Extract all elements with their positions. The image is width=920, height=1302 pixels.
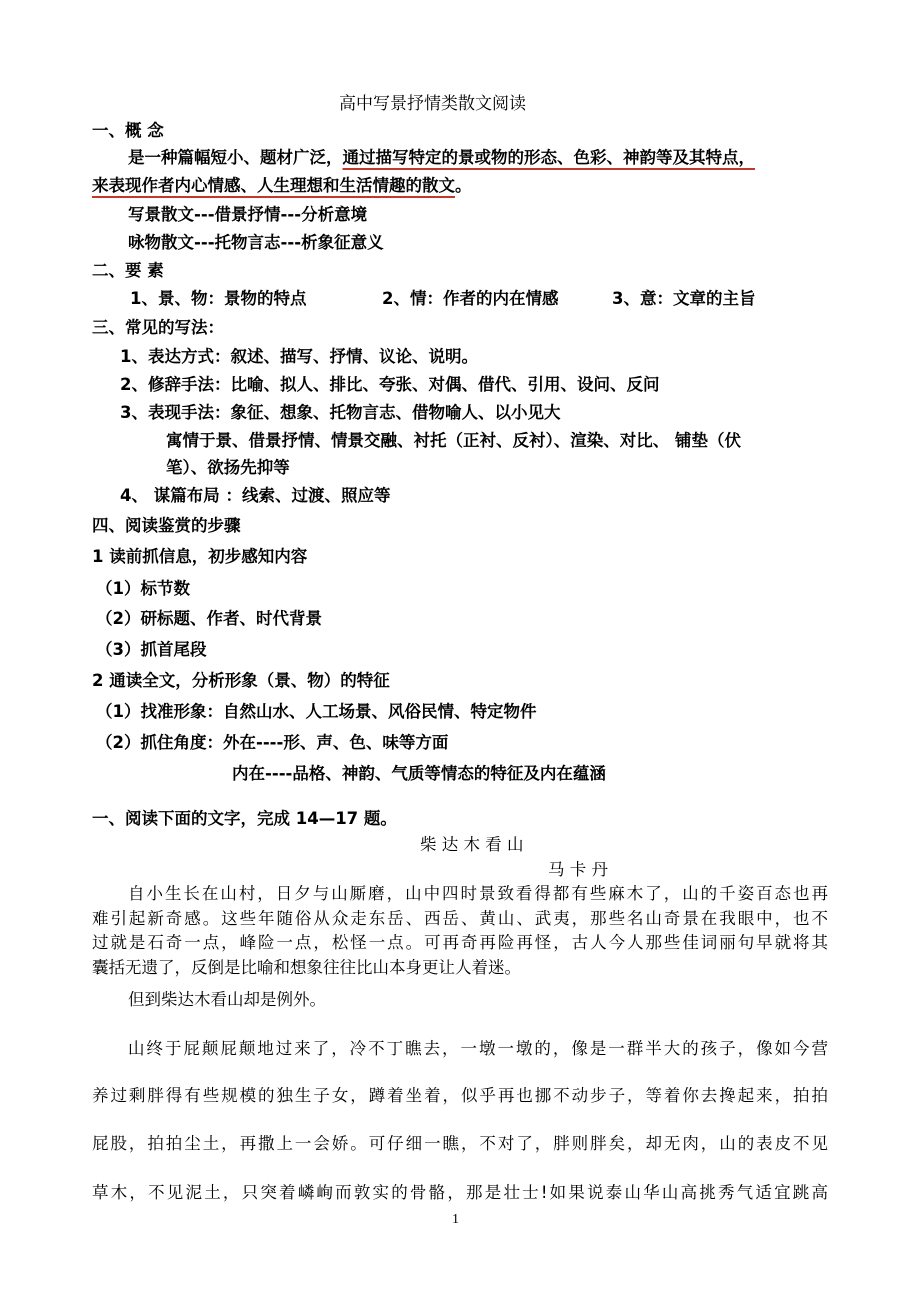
passage-title: 柴 达 木 看 山 (420, 835, 524, 854)
section-3-heading: 三、常见的写法： (92, 318, 224, 337)
step-2-b: （2）抓住角度：外在----形、声、色、味等方面 (96, 733, 449, 752)
section-4-heading: 四、阅读鉴赏的步骤 (92, 516, 241, 535)
paragraph-2: 但到柴达木看山却是例外。 (128, 990, 326, 1009)
technique-item-1: 1、表达方式：叙述、描写、抒情、议论、说明。 (120, 347, 478, 366)
page-number: 1 (452, 1212, 459, 1227)
paragraph-3-line-2: 养过剩胖得有些规模的独生子女，蹲着坐着，似乎再也挪不动步子，等着你去搀起来，拍拍 (92, 1086, 828, 1105)
technique-item-4: 4、 谋篇布局 ：线索、过渡、照应等 (120, 486, 391, 505)
step-1-c: （3）抓首尾段 (96, 640, 207, 659)
paragraph-3-line-1: 山终于屁颠屁颠地过来了，冷不丁瞧去，一墩一墩的，像是一群半大的孩子，像如今营 (128, 1039, 828, 1058)
definition-line-2 (92, 175, 472, 197)
technique-item-3-cont-2: 笔）、欲扬先抑等 (166, 458, 290, 477)
definition-underlined-2: 来表现作者内心情感、人生理想和生活情趣的散文 (92, 176, 455, 195)
paragraph-1-line-2: 难引起新奇感。这些年随俗从众走东岳、西岳、黄山、武夷，那些名山奇景在我眼中，也不 (92, 909, 828, 928)
step-1-b: （2）研标题、作者、时代背景 (96, 609, 322, 628)
step-1: 1 读前抓信息，初步感知内容 (92, 547, 308, 566)
definition-line-1 (128, 147, 755, 169)
passage-author: 马 卡 丹 (548, 860, 608, 879)
step-2: 2 通读全文，分析形象（景、物）的特征 (92, 671, 390, 690)
section-1-heading: 一、概 念 (92, 121, 164, 140)
definition-end: 。 (455, 176, 472, 195)
section-2-heading: 二、要 素 (92, 261, 164, 280)
definition-underlined-1: 通过描写特定的景或物的形态、色彩、神韵等及其特点， (342, 148, 755, 167)
step-1-a: （1）标节数 (96, 579, 190, 598)
step-2-a: （1）找准形象：自然山水、人工场景、风俗民情、特定物件 (96, 702, 537, 721)
exercise-heading: 一、阅读下面的文字，完成 14—17 题。 (92, 809, 397, 828)
technique-item-3-cont-1: 寓情于景、借景抒情、情景交融、衬托（正衬、反衬）、渲染、对比、 铺垫（伏 (166, 431, 741, 450)
element-item-3: 3、意：文章的主旨 (612, 289, 756, 308)
paragraph-3-line-4: 草木，不见泥土，只突着嶙峋而敦实的骨骼，那是壮士!如果说泰山华山高挑秀气适宜跳高 (92, 1183, 828, 1202)
definition-prefix: 是一种篇幅短小、题材广泛， (128, 148, 343, 167)
doc-title: 高中写景抒情类散文阅读 (339, 94, 526, 114)
step-2-c: 内在----品格、神韵、气质等情态的特征及内在蕴涵 (232, 764, 606, 783)
paragraph-1-line-3: 过就是石奇一点，峰险一点，松怪一点。可再奇再险再怪，古人今人那些佳词丽句早就将其 (92, 933, 828, 952)
paragraph-3-line-3: 屁股，拍拍尘土，再撒上一会娇。可仔细一瞧，不对了，胖则胖矣，却无肉，山的表皮不见 (92, 1134, 828, 1153)
technique-item-2: 2、修辞手法：比喻、拟人、排比、夸张、对偶、借代、引用、设问、反问 (120, 375, 660, 394)
paragraph-1-line-4: 囊括无遗了，反倒是比喻和想象往往比山本身更让人着迷。 (92, 958, 521, 977)
paragraph-1-line-1: 自小生长在山村，日夕与山厮磨，山中四时景致看得都有些麻木了，山的千姿百态也再 (128, 884, 828, 903)
element-item-1: 1、景、物：景物的特点 (130, 289, 307, 308)
technique-item-3: 3、表现手法：象征、想象、托物言志、借物喻人、以小见大 (120, 403, 561, 422)
element-item-2: 2、情：作者的内在情感 (382, 289, 559, 308)
object-prose-line: 咏物散文---托物言志---析象征意义 (128, 233, 384, 252)
scenery-prose-line: 写景散文---借景抒情---分析意境 (128, 205, 368, 224)
